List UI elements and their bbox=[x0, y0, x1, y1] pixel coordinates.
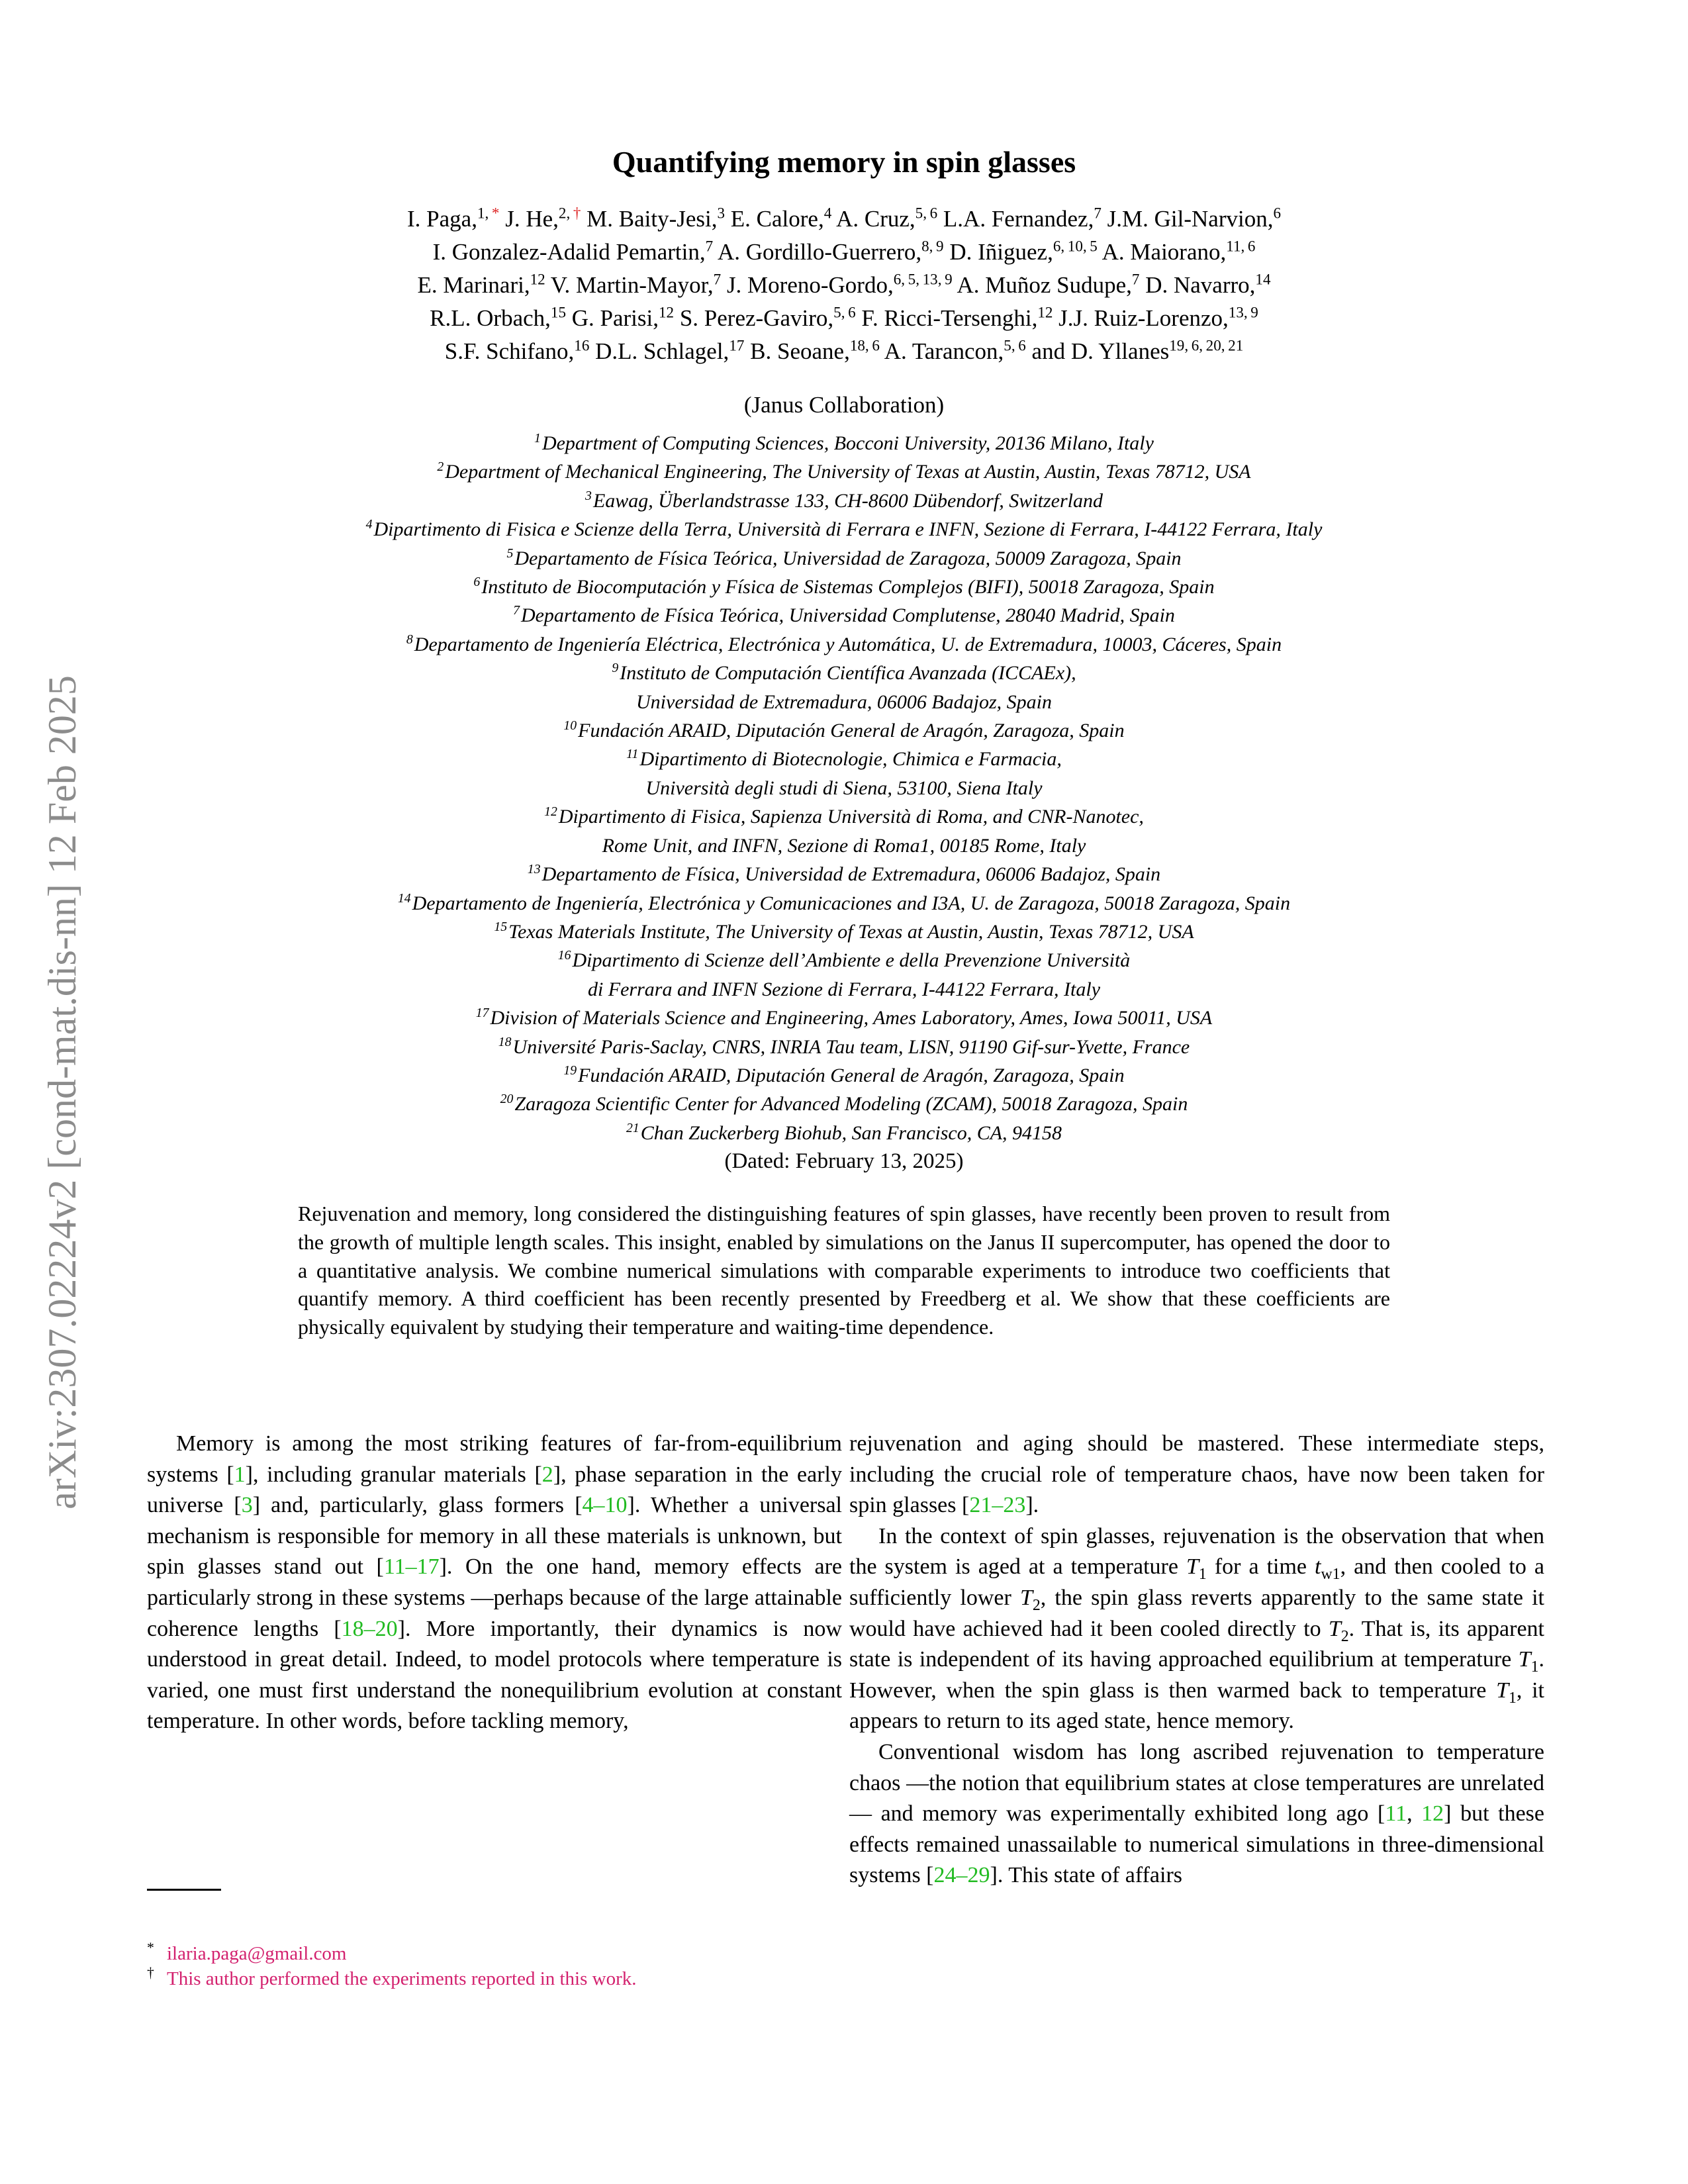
text-segment: G. Parisi, bbox=[566, 305, 659, 331]
text-segment: 5, 6 bbox=[833, 303, 856, 321]
affiliation-text: Department of Computing Sciences, Bocconi University, 20136 Milano, Italy bbox=[541, 432, 1154, 454]
text-segment: t bbox=[1315, 1554, 1321, 1580]
text-segment: Conventional wisdom has long ascribed rejuvenation to temperature chaos —the notion that equilibrium states at close temperatures are unrelated— and memory was experimentally exhibited long ago [ bbox=[849, 1739, 1544, 1827]
text-segment: ], phase separation in the early universe [ bbox=[147, 1462, 843, 1518]
text-segment: D. Navarro, bbox=[1139, 272, 1256, 298]
affiliation-number: 13 bbox=[527, 862, 541, 877]
footnote: * ilaria.paga@gmail.com bbox=[147, 1940, 347, 1964]
text-segment: In the context of spin glasses, rejuvenation is the observation that when the system is aged at a temperature bbox=[849, 1523, 1544, 1580]
text-segment: A. Maiorano, bbox=[1097, 239, 1227, 265]
text-segment: w1 bbox=[1321, 1566, 1340, 1584]
affiliation-number: 7 bbox=[513, 603, 520, 618]
affiliation-line bbox=[0, 802, 1688, 831]
affiliation-text: di Ferrara and INFN Sezione di Ferrara, I-44122 Ferrara, Italy bbox=[587, 978, 1101, 1000]
text-segment: I. Gonzalez-Adalid Pemartin, bbox=[432, 239, 706, 265]
author-line bbox=[0, 335, 1688, 368]
citation-link[interactable]: 21–23 bbox=[969, 1493, 1026, 1518]
affiliation-text: Fundación ARAID, Diputación General de Aragón, Zaragoza, Spain bbox=[578, 1064, 1125, 1086]
affiliation-text: Università degli studi di Siena, 53100, Siena Italy bbox=[645, 777, 1043, 799]
text-segment: ]. bbox=[1025, 1493, 1039, 1518]
affiliation-number: 6 bbox=[473, 575, 481, 590]
text-segment: 7 bbox=[1094, 204, 1102, 222]
text-segment: 16 bbox=[574, 336, 590, 354]
affiliation-line bbox=[0, 573, 1688, 601]
affiliation-line bbox=[0, 745, 1688, 773]
affiliation-number: 4 bbox=[365, 517, 373, 532]
text-segment: ] and, particularly, glass formers [ bbox=[252, 1493, 583, 1518]
affiliation-line bbox=[0, 889, 1688, 918]
author-note-link[interactable]: * bbox=[491, 204, 500, 222]
text-segment: ]. This state of affairs bbox=[990, 1863, 1182, 1888]
affiliation-text: Texas Materials Institute, The University of Texas at Austin, Austin, Texas 78712, USA bbox=[508, 920, 1194, 943]
text-segment: , bbox=[1407, 1801, 1422, 1827]
affiliation-text: Division of Materials Science and Engineering, Ames Laboratory, Ames, Iowa 50011, USA bbox=[490, 1007, 1213, 1029]
affiliation-number: 19 bbox=[563, 1063, 577, 1078]
text-segment: F. Ricci-Tersenghi, bbox=[855, 305, 1038, 331]
text-segment: B. Seoane, bbox=[744, 338, 850, 364]
text-segment: 2, bbox=[558, 204, 573, 222]
text-segment: R.L. Orbach, bbox=[430, 305, 551, 331]
text-segment: . That is, its apparent state is independent of its having approached equilibrium at temperature bbox=[849, 1616, 1544, 1672]
text-segment: 12 bbox=[530, 270, 545, 288]
footnote-email-link[interactable]: ilaria.paga@gmail.com bbox=[167, 1943, 347, 1964]
text-segment: 7 bbox=[1131, 270, 1140, 288]
text-segment: 4 bbox=[823, 204, 832, 222]
paragraph bbox=[849, 1521, 1544, 1737]
text-segment: J.J. Ruiz-Lorenzo, bbox=[1053, 305, 1229, 331]
text-segment: T bbox=[1496, 1678, 1509, 1703]
affiliation-text: Universidad de Extremadura, 06006 Badajoz, Spain bbox=[636, 690, 1052, 713]
paragraph bbox=[147, 1429, 842, 1737]
text-segment: T bbox=[1518, 1647, 1531, 1672]
affiliation-number: 17 bbox=[475, 1006, 489, 1021]
text-segment: 5, 6 bbox=[915, 204, 938, 222]
affiliation-line bbox=[0, 1033, 1688, 1061]
text-segment: J. Moreno-Gordo, bbox=[721, 272, 894, 298]
citation-link[interactable]: 11 bbox=[1385, 1801, 1407, 1827]
text-segment: 5, 6 bbox=[1004, 336, 1026, 354]
text-segment: E. Marinari, bbox=[417, 272, 530, 298]
affiliation-number: 11 bbox=[626, 747, 639, 762]
affiliation-text: Departamento de Física, Universidad de Extremadura, 06006 Badajoz, Spain bbox=[541, 863, 1161, 886]
text-segment: ]. Whether a universal mechanism is responsible for memory in all these materials is unknown, but spin glasses stand out [ bbox=[147, 1493, 842, 1580]
affiliation-line bbox=[0, 630, 1688, 659]
author-line bbox=[0, 236, 1688, 269]
affiliation-number: 21 bbox=[626, 1120, 639, 1135]
arxiv-watermark: arXiv:2307.02224v2 [cond-mat.dis-nn] 12 Feb 2025 bbox=[40, 675, 84, 1509]
affiliation-line bbox=[0, 1090, 1688, 1118]
footnote-block bbox=[147, 1941, 849, 1991]
paragraph bbox=[849, 1429, 1544, 1521]
affiliation-text: Rome Unit, and INFN, Sezione di Roma1, 00185 Rome, Italy bbox=[602, 834, 1086, 857]
affiliation-line bbox=[0, 1061, 1688, 1090]
affiliation-number: 12 bbox=[544, 804, 557, 820]
text-segment: 15 bbox=[550, 303, 566, 321]
text-segment: , it appears to return to its aged state, hence memory. bbox=[849, 1678, 1544, 1734]
text-segment: 1 bbox=[1530, 1658, 1539, 1676]
author-note-link[interactable]: † bbox=[573, 204, 581, 222]
affiliation-line bbox=[0, 688, 1688, 716]
text-segment: 1 bbox=[1198, 1566, 1207, 1584]
text-segment: ]. More importantly, their dynamics is now understood in great detail. Indeed, to model protocols where temperature is varied, one must first understand the nonequilibrium evolution at constant temperature. In other words, before tackling memory, bbox=[147, 1616, 842, 1734]
citation-link[interactable]: 4–10 bbox=[582, 1493, 628, 1518]
affiliation-text: Dipartimento di Biotecnologie, Chimica e Farmacia, bbox=[639, 748, 1062, 771]
text-segment: S.F. Schifano, bbox=[444, 338, 575, 364]
affiliation-line bbox=[0, 716, 1688, 745]
affiliation-text: Departamento de Ingeniería Eléctrica, Electrónica y Automática, U. de Extremadura, 10003, Cáceres, Spain bbox=[414, 633, 1282, 655]
affiliation-line bbox=[0, 515, 1688, 544]
text-segment: for a time bbox=[1206, 1554, 1315, 1580]
text-segment: 2 bbox=[1032, 1596, 1041, 1614]
text-segment: 18, 6 bbox=[849, 336, 880, 354]
text-segment: E. Calore, bbox=[725, 206, 824, 232]
text-segment: M. Baity-Jesi, bbox=[581, 206, 718, 232]
affiliation-text: Chan Zuckerberg Biohub, San Francisco, CA, 94158 bbox=[640, 1121, 1062, 1144]
affiliation-text: Departamento de Ingeniería, Electrónica y Comunicaciones and I3A, U. de Zaragoza, 50018 Zaragoza, Spain bbox=[412, 892, 1291, 914]
affiliation-number: 8 bbox=[406, 632, 413, 647]
text-segment: 14 bbox=[1255, 270, 1271, 288]
affiliation-number: 16 bbox=[557, 948, 571, 963]
left-column bbox=[147, 1429, 842, 1737]
abstract-text: Rejuvenation and memory, long considered the distinguishing features of spin glasses, have recently been proven to result from the growth of multiple length scales. This insight, enabled by simulations on the Janus II supercomputer, has opened the door to a quantitative analysis. We combine numerical simulations with comparable experiments to introduce two coefficients that quantify memory. A third coefficient has been recently presented by Freedberg et al. We show that these coefficients are physically equivalent by studying their temperature and waiting-time dependence. bbox=[298, 1202, 1390, 1339]
affiliation-line bbox=[0, 774, 1688, 802]
text-segment: 7 bbox=[713, 270, 722, 288]
text-segment: ] but these effects remained unassailable to numerical simulations in three-dimensional systems [ bbox=[849, 1801, 1544, 1888]
text-segment: A. Gordillo-Guerrero, bbox=[713, 239, 922, 265]
text-segment: S. Perez-Gaviro, bbox=[674, 305, 834, 331]
text-segment: A. Muñoz Sudupe, bbox=[952, 272, 1132, 298]
text-segment: J.M. Gil-Narvion, bbox=[1101, 206, 1274, 232]
author-line bbox=[0, 203, 1688, 236]
text-segment: I. Paga, bbox=[407, 206, 477, 232]
affiliation-line bbox=[0, 429, 1688, 457]
text-segment: 6 bbox=[1273, 204, 1281, 222]
text-segment: 3 bbox=[717, 204, 726, 222]
citation-link[interactable]: 11–17 bbox=[383, 1554, 440, 1580]
text-segment: 12 bbox=[1037, 303, 1053, 321]
affiliation-text: Instituto de Biocomputación y Física de Sistemas Complejos (BIFI), 50018 Zaragoza, Spain bbox=[481, 576, 1215, 598]
text-segment: A. Tarancon, bbox=[879, 338, 1004, 364]
affiliation-number: 1 bbox=[534, 431, 541, 446]
text-segment: J. He, bbox=[499, 206, 559, 232]
citation-link[interactable]: 18–20 bbox=[341, 1616, 398, 1641]
text-segment: 6, 5, 13, 9 bbox=[893, 270, 953, 288]
affiliation-block bbox=[0, 429, 1688, 1147]
citation-link[interactable]: 3 bbox=[241, 1493, 253, 1518]
text-segment: D.L. Schlagel, bbox=[589, 338, 729, 364]
affiliation-line bbox=[0, 860, 1688, 888]
author-block bbox=[0, 203, 1688, 368]
affiliation-number: 3 bbox=[585, 488, 592, 503]
affiliation-line bbox=[0, 831, 1688, 860]
affiliation-line bbox=[0, 601, 1688, 630]
author-line bbox=[0, 269, 1688, 302]
text-segment: 1 bbox=[1508, 1689, 1517, 1707]
affiliation-number: 5 bbox=[506, 546, 514, 561]
affiliation-text: Instituto de Computación Científica Avanzada (ICCAEx), bbox=[620, 662, 1076, 685]
affiliation-line bbox=[0, 487, 1688, 515]
paper-title: Quantifying memory in spin glasses bbox=[612, 145, 1076, 179]
text-segment: V. Martin-Mayor, bbox=[545, 272, 714, 298]
affiliation-number: 15 bbox=[494, 919, 508, 934]
affiliation-text: Department of Mechanical Engineering, The University of Texas at Austin, Austin, Texas 78712, USA bbox=[445, 461, 1251, 483]
text-segment: A. Cruz, bbox=[831, 206, 915, 232]
affiliation-number: 2 bbox=[437, 459, 444, 475]
paragraph bbox=[849, 1737, 1544, 1891]
footnote-text: This author performed the experiments reported in this work. bbox=[167, 1968, 637, 1989]
text-segment: , and then cooled to a sufficiently lower bbox=[849, 1554, 1544, 1610]
affiliation-line bbox=[0, 544, 1688, 573]
text-segment: 19, 6, 20, 21 bbox=[1169, 336, 1244, 354]
affiliation-text: Dipartimento di Fisica, Sapienza Università di Roma, and CNR-Nanotec, bbox=[558, 806, 1144, 828]
text-segment: L.A. Fernandez, bbox=[937, 206, 1094, 232]
affiliation-line bbox=[0, 975, 1688, 1004]
footnote-rule bbox=[147, 1889, 221, 1891]
text-segment: 13, 9 bbox=[1228, 303, 1258, 321]
affiliation-line bbox=[0, 1004, 1688, 1032]
affiliation-line bbox=[0, 946, 1688, 974]
footnote: † This author performed the experiments reported in this work. bbox=[147, 1965, 637, 1989]
text-segment: 11, 6 bbox=[1226, 237, 1256, 255]
text-segment: 12 bbox=[659, 303, 675, 321]
affiliation-line bbox=[0, 1119, 1688, 1147]
text-segment: T bbox=[1186, 1554, 1199, 1580]
affiliation-number: 14 bbox=[397, 890, 411, 906]
affiliation-text: Departamento de Física Teórica, Universidad Complutense, 28040 Madrid, Spain bbox=[520, 604, 1175, 627]
text-segment: . However, when the spin glass is then warmed back to temperature bbox=[849, 1647, 1544, 1703]
citation-link[interactable]: 12 bbox=[1421, 1801, 1444, 1827]
affiliation-number: 9 bbox=[612, 661, 619, 676]
affiliation-line bbox=[0, 457, 1688, 486]
affiliation-number: 10 bbox=[563, 718, 577, 734]
text-segment: T bbox=[1019, 1585, 1033, 1610]
text-segment: T bbox=[1328, 1616, 1341, 1641]
author-line bbox=[0, 302, 1688, 335]
text-segment: Memory is among the most striking features of far-from-equilibrium systems [ bbox=[147, 1431, 842, 1487]
affiliation-line bbox=[0, 659, 1688, 687]
citation-link[interactable]: 2 bbox=[541, 1462, 553, 1487]
text-segment: ], including granular materials [ bbox=[245, 1462, 542, 1487]
text-segment: 6, 10, 5 bbox=[1053, 237, 1098, 255]
affiliation-text: Zaragoza Scientific Center for Advanced Modeling (ZCAM), 50018 Zaragoza, Spain bbox=[514, 1093, 1188, 1116]
affiliation-text: Departamento de Física Teórica, Universidad de Zaragoza, 50009 Zaragoza, Spain bbox=[514, 547, 1182, 569]
text-segment: D. Iñiguez, bbox=[943, 239, 1053, 265]
affiliation-text: Fundación ARAID, Diputación General de Aragón, Zaragoza, Spain bbox=[578, 720, 1125, 742]
text-segment: , the spin glass reverts apparently to the same state it would have achieved had it been cooled directly to bbox=[849, 1585, 1544, 1641]
collaboration-line: (Janus Collaboration) bbox=[743, 392, 945, 418]
text-segment: 7 bbox=[705, 237, 714, 255]
affiliation-number: 18 bbox=[498, 1034, 512, 1049]
text-segment: and D. Yllanes bbox=[1025, 338, 1170, 364]
affiliation-text: Université Paris-Saclay, CNRS, INRIA Tau team, LISN, 91190 Gif-sur-Yvette, France bbox=[512, 1035, 1190, 1058]
text-segment: 8, 9 bbox=[921, 237, 944, 255]
text-segment: ]. On the one hand, memory effects are particularly strong in these systems —perhaps because of the large attainable coherence lengths [ bbox=[147, 1554, 842, 1641]
affiliation-text: Dipartimento di Scienze dell’Ambiente e della Prevenzione Università bbox=[572, 949, 1131, 972]
date-line: (Dated: February 13, 2025) bbox=[724, 1149, 964, 1173]
affiliation-line bbox=[0, 918, 1688, 946]
text-segment: rejuvenation and aging should be mastered. These intermediate steps, including the crucial role of temperature chaos, have now been taken for spin glasses [ bbox=[849, 1431, 1544, 1518]
affiliation-number: 20 bbox=[500, 1092, 514, 1107]
right-column bbox=[849, 1429, 1544, 1891]
affiliation-text: Eawag, Überlandstrasse 133, CH-8600 Dübendorf, Switzerland bbox=[592, 489, 1103, 512]
citation-link[interactable]: 24–29 bbox=[933, 1863, 990, 1888]
text-segment: 1, bbox=[477, 204, 492, 222]
text-segment: 17 bbox=[729, 336, 745, 354]
affiliation-text: Dipartimento di Fisica e Scienze della Terra, Università di Ferrara e INFN, Sezione di Ferrara, I-44122 Ferrara, Italy bbox=[373, 518, 1323, 541]
citation-link[interactable]: 1 bbox=[234, 1462, 246, 1487]
text-segment: 2 bbox=[1340, 1627, 1349, 1645]
